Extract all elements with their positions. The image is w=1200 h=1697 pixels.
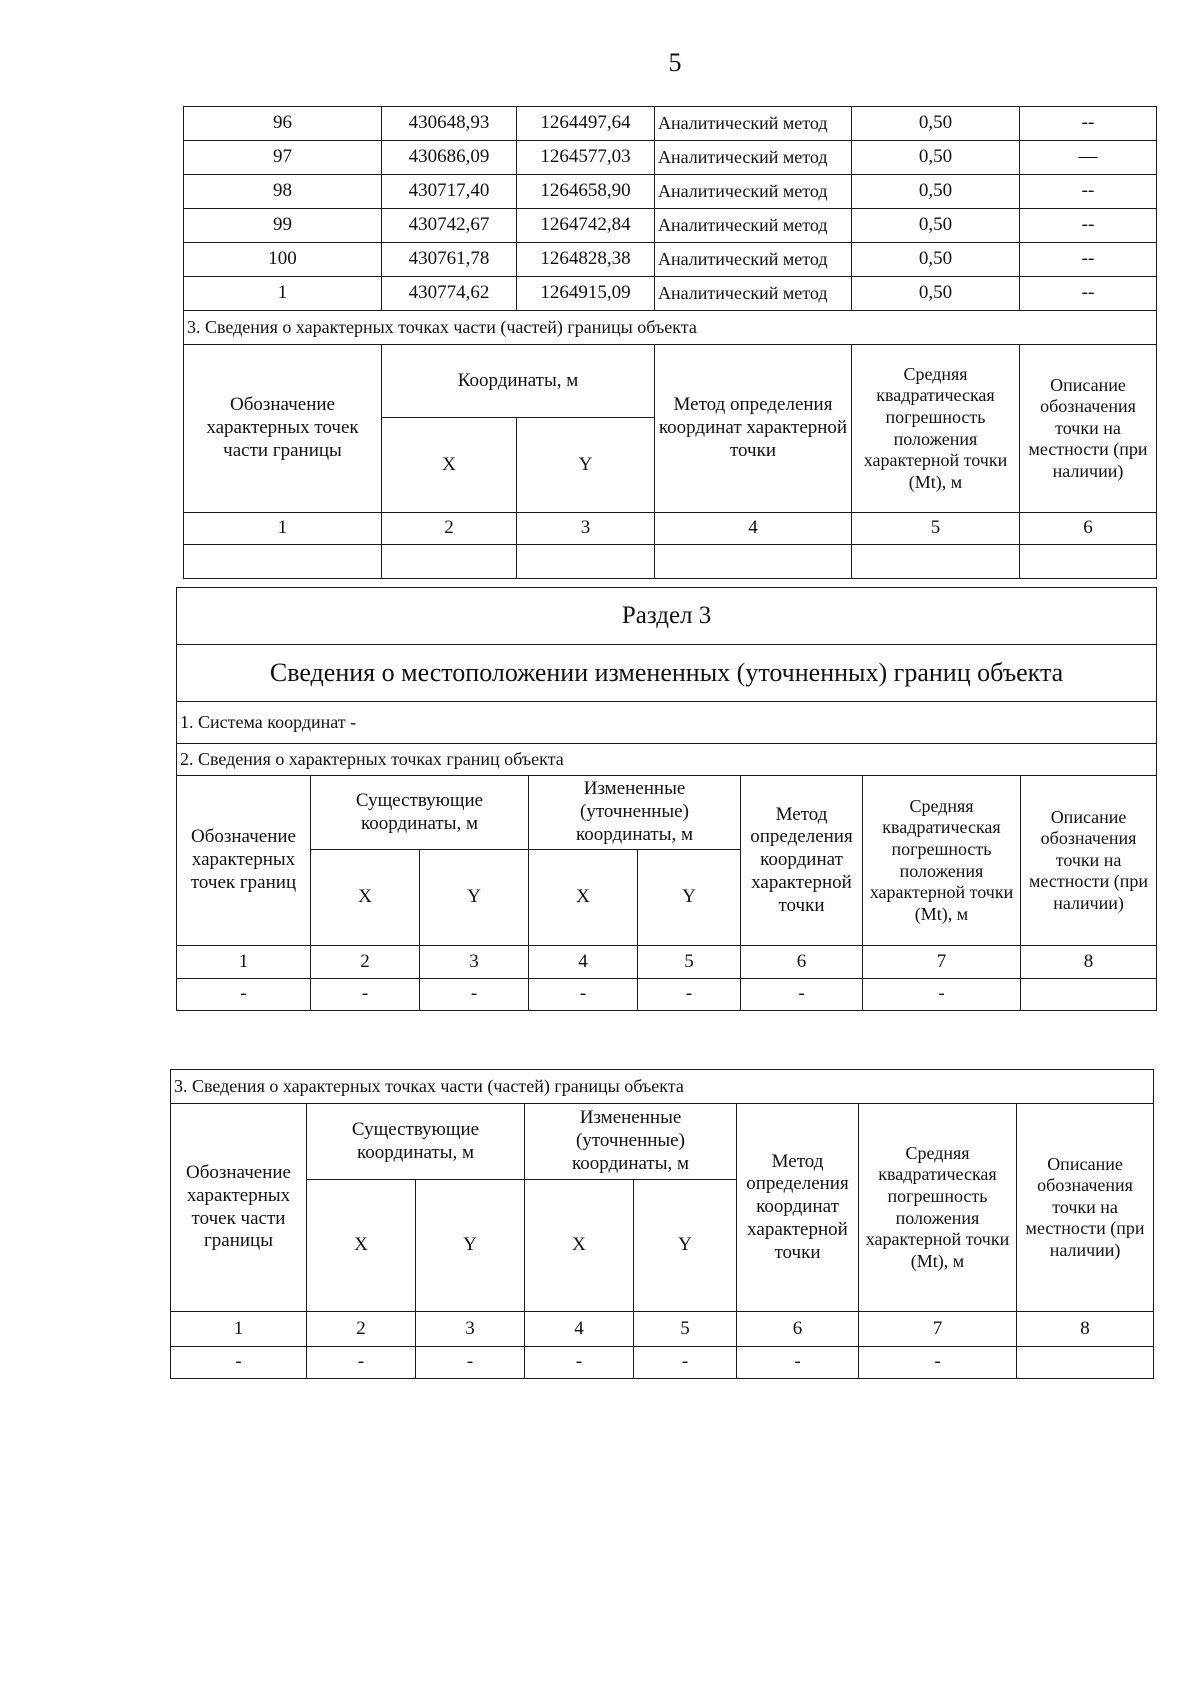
coord-y: 1264497,64 [517,107,655,141]
error-mt: 0,50 [852,209,1020,243]
section3-points-title: 2. Сведения о характерных точках границ объекта [177,744,1157,776]
col-number: 4 [525,1312,634,1347]
col-number: 3 [416,1312,525,1347]
header-description: Описание обозначения точки на местности (при наличии) [1021,776,1157,946]
dash-cell: - [529,979,638,1011]
description: -- [1020,107,1157,141]
dash-cell: - [177,979,311,1011]
header-changed-y: Y [634,1180,737,1312]
col-number: 7 [859,1312,1017,1347]
coord-y: 1264828,38 [517,243,655,277]
error-mt: 0,50 [852,141,1020,175]
col-number: 6 [741,946,863,979]
error-mt: 0,50 [852,243,1020,277]
section3-part-table [170,1069,1154,1379]
header-changed-y: Y [638,850,741,946]
header-existing-y: Y [420,850,529,946]
col-number: 4 [655,513,852,545]
section3-part-title: 3. Сведения о характерных точках части (частей) границы объекта [171,1070,1154,1104]
col-number: 1 [177,946,311,979]
description: -- [1020,277,1157,311]
col-number: 1 [171,1312,307,1347]
dash-cell: - [634,1347,737,1379]
coord-system: 1. Система координат - [177,702,1157,744]
col-number: 3 [420,946,529,979]
table-row [177,979,1157,1011]
table-row [171,1347,1154,1379]
col-number: 8 [1017,1312,1154,1347]
empty-cell [1020,545,1157,579]
dash-cell [1021,979,1157,1011]
section3-title: Раздел 3 [177,588,1157,645]
header-designation: Обозначение характерных точек части границы [171,1104,307,1312]
empty-cell [184,545,382,579]
dash-cell: - [311,979,420,1011]
error-mt: 0,50 [852,107,1020,141]
header-error: Средняя квадратическая погрешность положения характерной точки (Mt), м [859,1104,1017,1312]
description: -- [1020,175,1157,209]
point-number: 96 [184,107,382,141]
method: Аналитический метод [655,175,852,209]
col-number: 5 [638,946,741,979]
header-existing-x: X [307,1180,416,1312]
coord-y: 1264577,03 [517,141,655,175]
dash-cell: - [420,979,529,1011]
description: — [1020,141,1157,175]
col-number: 2 [307,1312,416,1347]
dash-cell: - [171,1347,307,1379]
point-number: 99 [184,209,382,243]
header-method: Метод определения координат характерной точки [655,345,852,513]
col-number: 7 [863,946,1021,979]
method: Аналитический метод [655,243,852,277]
dash-cell: - [525,1347,634,1379]
coord-x: 430742,67 [382,209,517,243]
col-number: 3 [517,513,655,545]
col-number: 5 [634,1312,737,1347]
header-designation: Обозначение характерных точек части границы [184,345,382,513]
method: Аналитический метод [655,277,852,311]
coord-y: 1264658,90 [517,175,655,209]
dash-cell: - [859,1347,1017,1379]
header-coords: Координаты, м [382,345,655,418]
section3-table [176,587,1157,1011]
error-mt: 0,50 [852,175,1020,209]
point-number: 98 [184,175,382,209]
method: Аналитический метод [655,107,852,141]
header-method: Метод определения координат характерной точки [737,1104,859,1312]
page-number: 5 [668,48,682,77]
header-existing-coords: Существующие координаты, м [311,776,529,850]
header-changed-x: X [529,850,638,946]
header-description: Описание обозначения точки на местности (при наличии) [1020,345,1157,513]
col-number: 1 [184,513,382,545]
dash-cell: - [737,1347,859,1379]
coord-x: 430686,09 [382,141,517,175]
header-existing-coords: Существующие координаты, м [307,1104,525,1180]
header-existing-x: X [311,850,420,946]
dash-cell: - [638,979,741,1011]
header-changed-x: X [525,1180,634,1312]
col-number: 2 [311,946,420,979]
coord-x: 430648,93 [382,107,517,141]
table-row [184,209,1157,243]
header-error: Средняя квадратическая погрешность положения характерной точки (Mt), м [863,776,1021,946]
empty-cell [655,545,852,579]
header-designation: Обозначение характерных точек границ [177,776,311,946]
header-existing-y: Y [416,1180,525,1312]
coord-y: 1264915,09 [517,277,655,311]
dash-cell: - [416,1347,525,1379]
dash-cell: - [307,1347,416,1379]
empty-cell [382,545,517,579]
description: -- [1020,209,1157,243]
method: Аналитический метод [655,141,852,175]
method: Аналитический метод [655,209,852,243]
table-row [177,946,1157,979]
coord-x: 430717,40 [382,175,517,209]
coord-x: 430761,78 [382,243,517,277]
section-title-part-points: 3. Сведения о характерных точках части (частей) границы объекта [184,311,1157,345]
table-row [184,277,1157,311]
header-changed-coords: Измененные (уточненные) координаты, м [525,1104,737,1180]
header-changed-coords: Измененные (уточненные) координаты, м [529,776,741,850]
dash-cell [1017,1347,1154,1379]
table-row [184,243,1157,277]
coord-x: 430774,62 [382,277,517,311]
col-number: 8 [1021,946,1157,979]
col-number: 5 [852,513,1020,545]
point-number: 100 [184,243,382,277]
table-row [184,107,1157,141]
col-number: 4 [529,946,638,979]
empty-cell [517,545,655,579]
col-number: 6 [737,1312,859,1347]
coord-y: 1264742,84 [517,209,655,243]
section3-subtitle: Сведения о местоположении измененных (уточненных) границ объекта [177,645,1157,702]
header-description: Описание обозначения точки на местности (при наличии) [1017,1104,1154,1312]
dash-cell: - [863,979,1021,1011]
description: -- [1020,243,1157,277]
header-x: X [382,418,517,513]
point-number: 1 [184,277,382,311]
dash-cell: - [741,979,863,1011]
header-method: Метод определения координат характерной точки [741,776,863,946]
error-mt: 0,50 [852,277,1020,311]
point-number: 97 [184,141,382,175]
col-number: 2 [382,513,517,545]
table-row [184,175,1157,209]
table-row [171,1312,1154,1347]
table-row [184,141,1157,175]
empty-cell [852,545,1020,579]
col-number: 6 [1020,513,1157,545]
points-table-continuation [183,106,1157,579]
header-y: Y [517,418,655,513]
header-error: Средняя квадратическая погрешность положения характерной точки (Mt), м [852,345,1020,513]
